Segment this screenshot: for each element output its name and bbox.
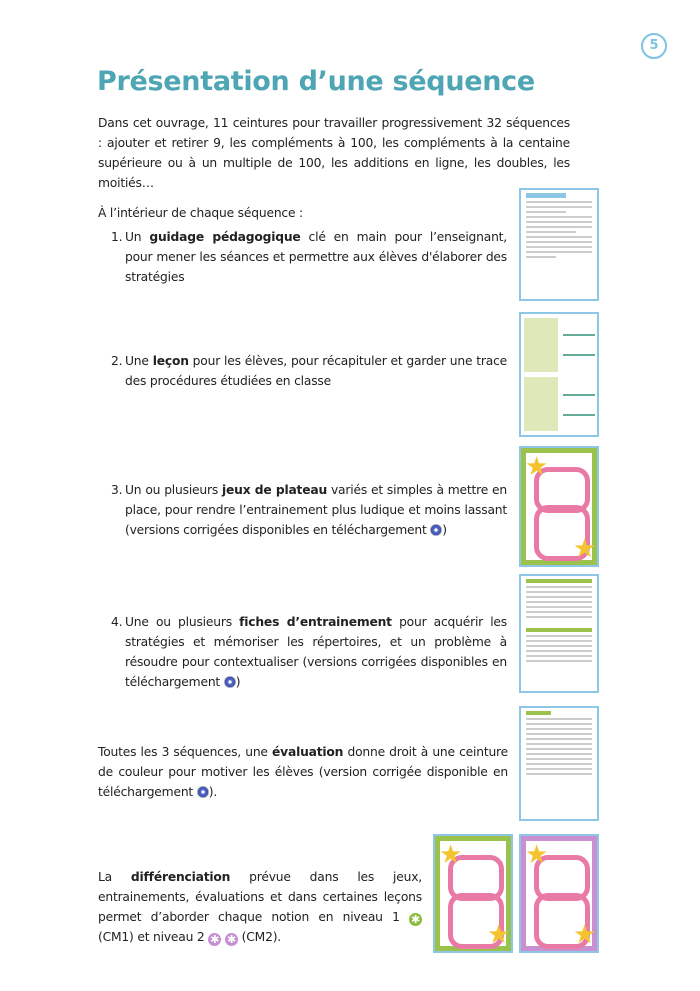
paragraph-text: (CM2). — [237, 930, 282, 944]
list-item-jeux — [111, 480, 507, 540]
paragraph-text: (CM1) et niveau 2 — [98, 930, 209, 944]
download-cd-icon — [224, 676, 236, 688]
lecon-thumbnail — [519, 312, 599, 437]
paragraph-keyword: différenciation — [130, 870, 231, 884]
level2-icon: ✱ — [210, 933, 220, 946]
intro-paragraph: Dans cet ouvrage, 11 ceintures pour travailler progressivement 32 séquences : ajouter et retirer 9, les compléments à 100, les compléments à la centaine supérieure ou à un multiple de 100, les additions en ligne, les doubles, les moitiés… — [98, 116, 570, 190]
page-number: 5 — [641, 33, 667, 59]
item-text: ) — [442, 523, 447, 537]
item-text: Une — [125, 354, 153, 368]
fiches-thumbnail — [519, 574, 599, 693]
item-keyword: fiches d’entrainement — [239, 615, 392, 629]
list-item-guidage — [111, 227, 507, 287]
level2-icon: ✱ — [226, 933, 236, 946]
list-item-lecon — [111, 351, 507, 391]
item-text: Une ou plusieurs — [125, 615, 240, 629]
evaluation-thumbnail — [519, 706, 599, 821]
paragraph-text: La — [98, 870, 131, 884]
item-text: clé en main pour l’enseignant, pour mener les séances et permettre aux élèves d'élaborer des stratégies — [125, 230, 507, 284]
level1-icon: ✱ — [410, 913, 421, 926]
page-title: Présentation d’une séquence — [97, 66, 535, 97]
jeu-plateau-thumbnail: ★ ★ — [519, 446, 599, 567]
download-cd-icon — [430, 524, 442, 536]
jeu-niveau2-thumbnail: ★ ★ — [519, 834, 599, 953]
paragraph-text: prévue dans les jeux, entrainements, évaluations et dans certaines leçons permet d’aborder chaque notion en niveau 1 — [98, 870, 422, 924]
item-number: 2. — [111, 354, 123, 368]
item-number: 1. — [111, 230, 123, 244]
item-text: Un ou plusieurs — [125, 483, 223, 497]
inside-label: À l’intérieur de chaque séquence : — [98, 206, 303, 220]
jeu-niveau1-thumbnail: ★ ★ — [433, 834, 513, 953]
paragraph-text: Toutes les 3 séquences, une — [98, 745, 273, 759]
paragraph-text: donne droit à une ceinture de couleur pour motiver les élèves (version corrigée disponible en téléchargement — [98, 745, 508, 799]
item-text: Un — [125, 230, 150, 244]
download-cd-icon — [197, 786, 209, 798]
item-number: 4. — [111, 615, 123, 629]
list-item-fiches — [111, 612, 508, 692]
item-text: pour les élèves, pour récapituler et garder une trace des procédures étudiées en classe — [125, 354, 507, 388]
item-keyword: guidage pédagogique — [149, 230, 301, 244]
item-keyword: leçon — [152, 354, 189, 368]
paragraph-text: ). — [208, 785, 218, 799]
paragraph-keyword: évaluation — [272, 745, 344, 759]
item-text: ) — [235, 675, 241, 689]
item-number: 3. — [111, 483, 123, 497]
item-text: variés et simples à mettre en place, pour rendre l’entrainement plus ludique et moins lassant (versions corrigées disponibles en téléchargement — [125, 483, 507, 537]
evaluation-paragraph — [98, 742, 508, 802]
guidage-thumbnail — [519, 188, 599, 301]
item-keyword: jeux de plateau — [222, 483, 328, 497]
item-text: pour acquérir les stratégies et mémoriser les répertoires, et un problème à résoudre pour contextualiser (versions corrigées disponibles en téléchargement — [125, 615, 508, 689]
differenciation-paragraph — [98, 867, 422, 947]
